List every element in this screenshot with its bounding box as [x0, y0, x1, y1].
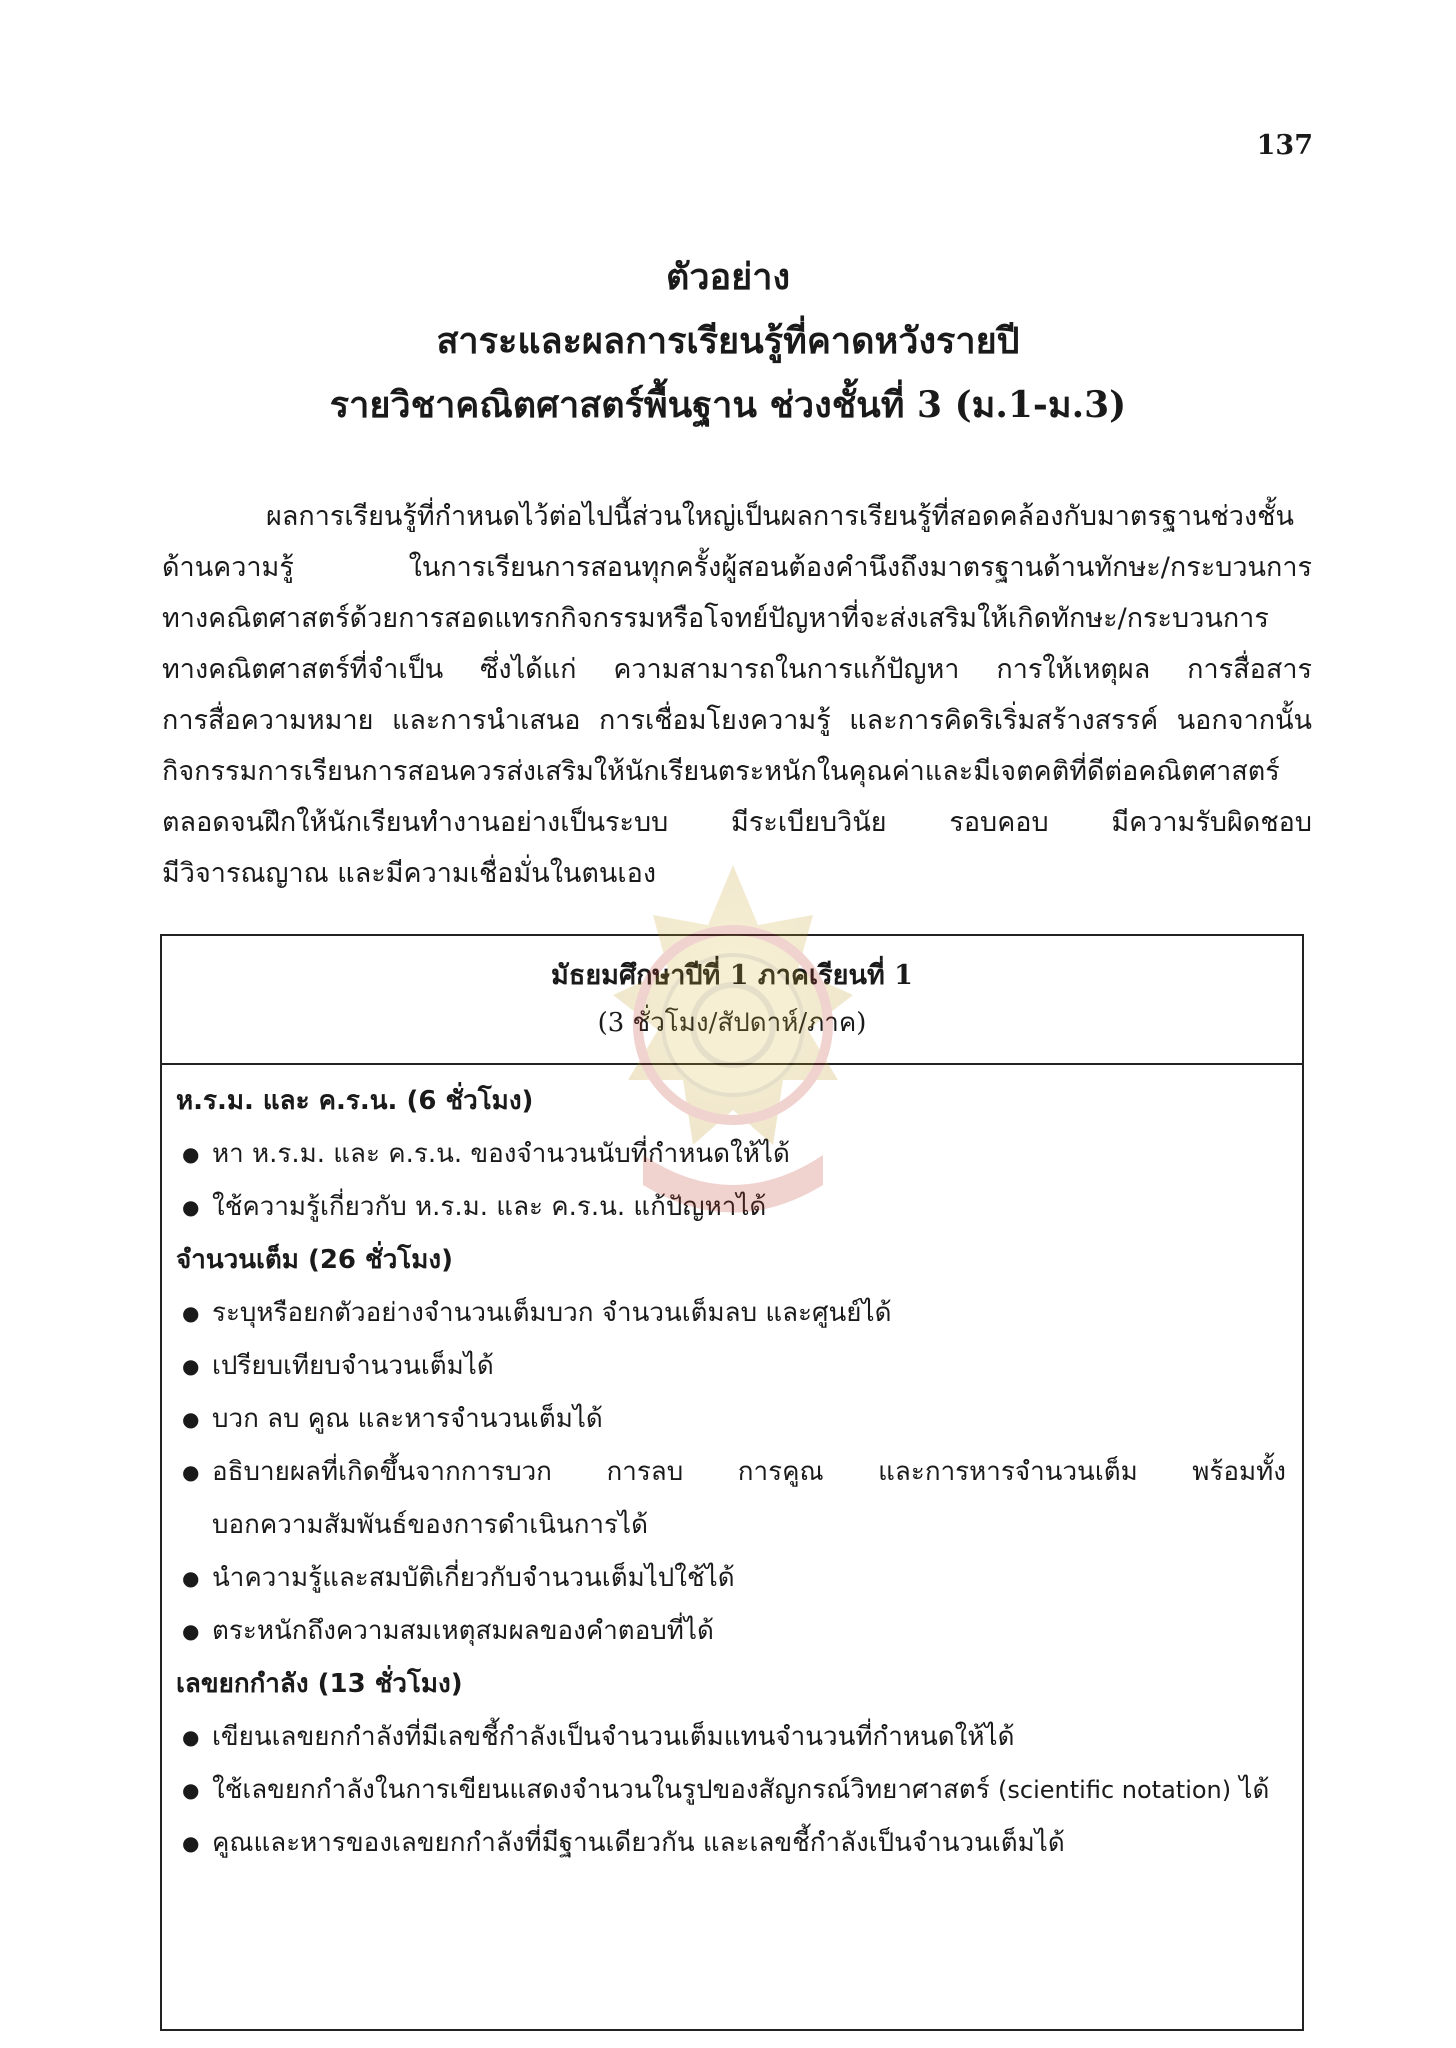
- intro-line: มีวิจารณญาณ และมีความเชื่อมั่นในตนเอง: [162, 858, 657, 889]
- bullet-icon: ●: [182, 1301, 200, 1325]
- section-heading: จำนวนเต็ม (26 ชั่วโมง): [176, 1245, 453, 1275]
- intro-paragraph: [162, 491, 1312, 899]
- list-item: ● เปรียบเทียบจำนวนเต็มได้: [176, 1340, 1286, 1393]
- list-item: [176, 1446, 1286, 1552]
- bullet-icon: ●: [182, 1142, 200, 1166]
- list-item: ● คูณและหารของเลขยกกำลังที่มีฐานเดียวกัน และเลขชี้กำลังเป็นจำนวนเต็มได้: [176, 1817, 1286, 1870]
- title-line-2: สาระและผลการเรียนรู้ที่คาดหวังรายปี: [436, 320, 1020, 362]
- list-item: ● เขียนเลขยกกำลังที่มีเลขชี้กำลังเป็นจำนวนเต็มแทนจำนวนที่กำหนดให้ได้: [176, 1711, 1286, 1764]
- list-item: ● บวก ลบ คูณ และหารจำนวนเต็มได้: [176, 1393, 1286, 1446]
- box-header: [162, 936, 1302, 1065]
- scientific-notation-term: (scientific notation): [998, 1776, 1232, 1804]
- title-line-1: ตัวอย่าง: [665, 256, 791, 298]
- bullet-icon: ●: [182, 1354, 200, 1378]
- bullet-icon: ●: [182, 1778, 200, 1802]
- list-item-line: อธิบายผลที่เกิดขึ้นจากการบวก การลบ การคูณ และการหารจำนวนเต็ม พร้อมทั้ง: [212, 1457, 1286, 1487]
- intro-line: ทางคณิตศาสตร์ด้วยการสอดแทรกกิจกรรมหรือโจทย์ปัญหาที่จะส่งเสริมให้เกิดทักษะ/กระบวนการ: [162, 603, 1269, 634]
- intro-line: ผลการเรียนรู้ที่กำหนดไว้ต่อไปนี้ส่วนใหญ่เป็นผลการเรียนรู้ที่สอดคล้องกับมาตรฐานช่วงชั้น: [266, 501, 1294, 532]
- list-item-text: ใช้เลขยกกำลังในการเขียนแสดงจำนวนในรูปของสัญกรณ์วิทยาศาสตร์: [212, 1775, 990, 1805]
- list-item: ● หา ห.ร.ม. และ ค.ร.น. ของจำนวนนับที่กำหนดให้ได้: [176, 1128, 1286, 1181]
- list-item: ● ตระหนักถึงความสมเหตุสมผลของคำตอบที่ได้: [176, 1605, 1286, 1658]
- list-item: ● ระบุหรือยกตัวอย่างจำนวนเต็มบวก จำนวนเต็มลบ และศูนย์ได้: [176, 1287, 1286, 1340]
- box-header-title: มัธยมศึกษาปีที่ 1 ภาคเรียนที่ 1: [551, 960, 913, 991]
- bullet-icon: ●: [182, 1831, 200, 1855]
- list-item: ● ใช้ความรู้เกี่ยวกับ ห.ร.ม. และ ค.ร.น. แก้ปัญหาได้: [176, 1181, 1286, 1234]
- section-heading: ห.ร.ม. และ ค.ร.น. (6 ชั่วโมง): [176, 1086, 534, 1116]
- intro-line: กิจกรรมการเรียนการสอนควรส่งเสริมให้นักเรียนตระหนักในคุณค่าและมีเจตคติที่ดีต่อคณิตศาสตร์: [162, 756, 1280, 787]
- bullet-icon: ●: [182, 1725, 200, 1749]
- intro-line: ทางคณิตศาสตร์ที่จำเป็น ซึ่งได้แก่ ความสามารถในการแก้ปัญหา การให้เหตุผล การสื่อสาร: [162, 654, 1312, 685]
- page-title: [0, 245, 1456, 437]
- list-item: [176, 1764, 1286, 1817]
- page-number: 137: [1256, 130, 1313, 161]
- box-header-subtitle: (3 ชั่วโมง/สัปดาห์/ภาค): [597, 1008, 867, 1038]
- list-item-line: บอกความสัมพันธ์ของการดำเนินการได้: [212, 1510, 648, 1540]
- list-item-suffix: ได้: [1239, 1775, 1270, 1805]
- box-body: [162, 1065, 1302, 1870]
- intro-line: ด้านความรู้ ในการเรียนการสอนทุกครั้งผู้สอนต้องคำนึงถึงมาตรฐานด้านทักษะ/กระบวนการ: [162, 552, 1312, 583]
- intro-line: การสื่อความหมาย และการนำเสนอ การเชื่อมโยงความรู้ และการคิดริเริ่มสร้างสรรค์ นอกจากนั้น: [162, 705, 1312, 736]
- section-heading: เลขยกกำลัง (13 ชั่วโมง): [176, 1669, 463, 1699]
- bullet-icon: ●: [182, 1407, 200, 1431]
- bullet-icon: ●: [182, 1619, 200, 1643]
- bullet-icon: ●: [182, 1566, 200, 1590]
- learning-outcomes-box: [160, 934, 1304, 2031]
- title-line-3: รายวิชาคณิตศาสตร์พื้นฐาน ช่วงชั้นที่ 3 (ม.1-ม.3): [329, 384, 1127, 426]
- bullet-icon: ●: [182, 1460, 200, 1484]
- list-item: ● นำความรู้และสมบัติเกี่ยวกับจำนวนเต็มไปใช้ได้: [176, 1552, 1286, 1605]
- bullet-icon: ●: [182, 1195, 200, 1219]
- intro-line: ตลอดจนฝึกให้นักเรียนทำงานอย่างเป็นระบบ มีระเบียบวินัย รอบคอบ มีความรับผิดชอบ: [162, 807, 1312, 838]
